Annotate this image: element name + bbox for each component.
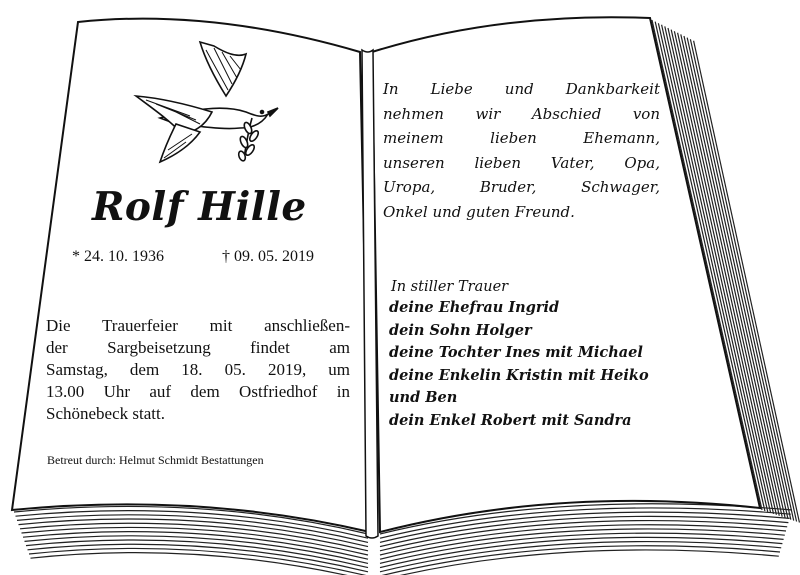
mourner-entry: dein Sohn Holger — [389, 321, 532, 339]
announcement-line: Samstag, dem 18. 05. 2019, um — [46, 360, 350, 379]
death-date: † 09. 05. 2019 — [222, 248, 314, 265]
mourning-intro: In stiller Trauer — [391, 279, 509, 295]
announcement-line: der Sargbeisetzung findet am — [46, 338, 350, 357]
mourner-entry: deine Tochter Ines mit Michael — [389, 344, 643, 361]
announcement-line: Schönebeck statt. — [46, 404, 165, 423]
mourner-entry: dein Enkel Robert mit Sandra — [389, 411, 632, 429]
mourners-list — [389, 297, 649, 432]
farewell-line: Onkel und guten Freund. — [383, 202, 575, 221]
farewell-message — [383, 77, 660, 224]
announcement-line: Die Trauerfeier mit anschließen- — [46, 316, 350, 335]
mourner-entry: und Ben — [389, 389, 458, 406]
undertaker-credit: Betreut durch: Helmut Schmidt Bestattungen — [47, 453, 264, 467]
mourner-entry: deine Enkelin Kristin mit Heiko — [389, 366, 649, 384]
deceased-name: Rolf Hille — [92, 184, 307, 230]
farewell-line: meinem lieben Ehemann, — [383, 129, 660, 147]
farewell-line: Uropa, Bruder, Schwager, — [383, 178, 660, 196]
farewell-line: unseren lieben Vater, Opa, — [383, 153, 660, 172]
announcement-line: 13.00 Uhr auf dem Ostfriedhof in — [46, 382, 350, 401]
funeral-announcement — [46, 315, 350, 425]
mourner-entry: deine Ehefrau Ingrid — [389, 299, 560, 316]
farewell-line: nehmen wir Abschied von — [383, 104, 660, 123]
birth-date: * 24. 10. 1936 — [72, 248, 164, 265]
farewell-line: In Liebe und Dankbarkeit — [383, 80, 660, 98]
